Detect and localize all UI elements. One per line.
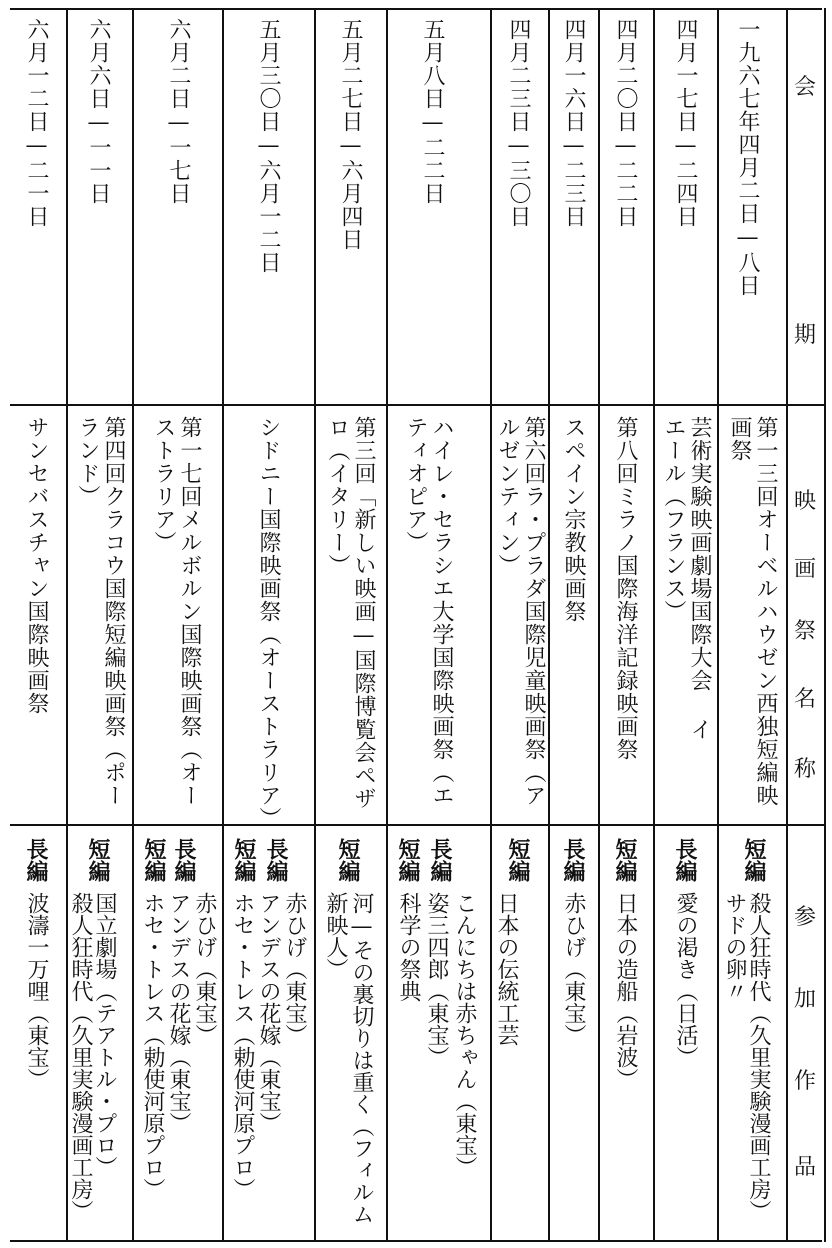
header-works-3: 作: [793, 1069, 816, 1094]
entry-work: 日本の伝統工芸: [494, 892, 519, 1046]
row-divider: [314, 8, 316, 1242]
row-divider: [653, 8, 655, 1242]
entry-type: 長編: [171, 838, 197, 882]
row-divider: [548, 8, 550, 1242]
entry-work: 河—その裏切りは重く（フィルム新映人）: [323, 892, 374, 1225]
row-date: 四月一六日—二三日: [561, 18, 586, 228]
entry-work: 殺人狂時代（久里実験漫画工房）: [68, 892, 93, 1222]
entry-work: 赤ひげ（東宝）: [561, 892, 586, 1046]
row-festival-name: シドニー国際映画祭（オーストラリア）: [256, 416, 281, 830]
entry-work: 殺人狂時代（久里実験漫画工房）: [746, 892, 771, 1222]
entry-type: 長編: [560, 838, 586, 882]
entry-type: 短編: [141, 838, 167, 882]
row-festival-name: ハイレ・セラシエ大学国際映画祭（エティオピア）: [403, 416, 454, 807]
header-works-1: 参: [793, 905, 816, 930]
entry-work: 日本の造船（岩波）: [613, 892, 638, 1090]
entry-work: 赤ひげ（東宝）: [192, 892, 217, 1046]
entry-work: 国立劇場（テアトル・プロ）: [92, 892, 117, 1178]
row-date: 六月二日—一七日: [166, 18, 191, 205]
entry-type: 長編: [263, 838, 289, 882]
entry-type: 短編: [612, 838, 638, 882]
entry-type: 短編: [741, 838, 767, 882]
row-divider: [598, 8, 600, 1242]
row-festival-name: 第一七回メルボルン国際映画祭（オーストラリア）: [151, 416, 202, 807]
row-festival-name: スペイン宗教映画祭: [561, 416, 586, 623]
row-date: 四月二三日—三〇日: [506, 18, 531, 228]
row-festival-name: 第六回ラ・プラダ国際児童映画祭（アルゼンティン）: [495, 416, 546, 807]
row-festival-name: 芸術実験映画劇場国際大会 イエール（フランス）: [661, 416, 712, 741]
row-date: 五月二七日—六月四日: [338, 18, 363, 251]
right-rule: [824, 8, 826, 1242]
header-name-3: 祭: [793, 619, 816, 644]
entry-type: 長編: [427, 838, 453, 882]
header-name-1: 映: [793, 489, 816, 514]
header-ki: 期: [793, 323, 816, 348]
entry-type: 長編: [672, 838, 698, 882]
row-festival-name: 第四回クラコウ国際短編映画祭（ポーランド）: [75, 416, 126, 807]
entry-work: ホセ・トレス（勅使河原プロ）: [140, 892, 165, 1200]
entry-work: 波濤一万哩（東宝）: [24, 892, 49, 1090]
row-date: 五月三〇日—六月一二日: [256, 18, 281, 274]
row-festival-name: サンセバスチャン国際映画祭: [24, 416, 49, 715]
row-date: 一九六七年四月二日—八日: [735, 18, 760, 297]
header-name-2: 画: [793, 557, 816, 582]
entry-work: 愛の渇き（日活）: [673, 892, 698, 1068]
row-divider: [132, 8, 134, 1242]
row-divider: [717, 8, 719, 1242]
row-divider: [222, 8, 224, 1242]
header-name-5: 称: [793, 757, 816, 782]
entry-work: アンデスの花嫁（東宝）: [166, 892, 191, 1134]
entry-type: 短編: [335, 838, 361, 882]
row-date: 六月一二日—二一日: [24, 18, 49, 228]
entry-work: サドの卵〃: [722, 892, 747, 1002]
row-date: 五月八日—二二日: [420, 18, 445, 205]
row-festival-name: 第三回「新しい映画—国際博覧会ペザロ（イタリー）: [325, 416, 376, 810]
entry-type: 短編: [231, 838, 257, 882]
row-festival-name: 第八回ミラノ国際海洋記録映画祭: [613, 416, 638, 761]
row-divider: [490, 8, 492, 1242]
header-works-4: 品: [793, 1155, 816, 1180]
header-rule: [786, 8, 788, 1242]
row-date: 四月二〇日—二二日: [613, 18, 638, 228]
header-works-2: 加: [793, 987, 816, 1012]
entry-work: アンデスの花嫁（東宝）: [256, 892, 281, 1134]
entry-type: 短編: [85, 838, 111, 882]
header-kai: 会: [793, 75, 816, 100]
entry-work: ホセ・トレス（勅使河原プロ）: [230, 892, 255, 1200]
entry-work: 姿三四郎（東宝）: [424, 892, 449, 1068]
entry-type: 短編: [395, 838, 421, 882]
entry-type: 短編: [505, 838, 531, 882]
header-name-4: 名: [793, 687, 816, 712]
entry-type: 長編: [23, 838, 49, 882]
row-divider: [386, 8, 388, 1242]
row-festival-name: 第一三回オーベルハウゼン西独短編映画祭: [727, 416, 778, 807]
entry-work: 科学の祭典: [396, 892, 421, 1002]
row-date: 四月一七日—二四日: [673, 18, 698, 228]
row-date: 六月六日—一一日: [86, 18, 111, 205]
entry-work: 赤ひげ（東宝）: [282, 892, 307, 1046]
entry-work: こんにちは赤ちゃん（東宝）: [452, 892, 477, 1178]
